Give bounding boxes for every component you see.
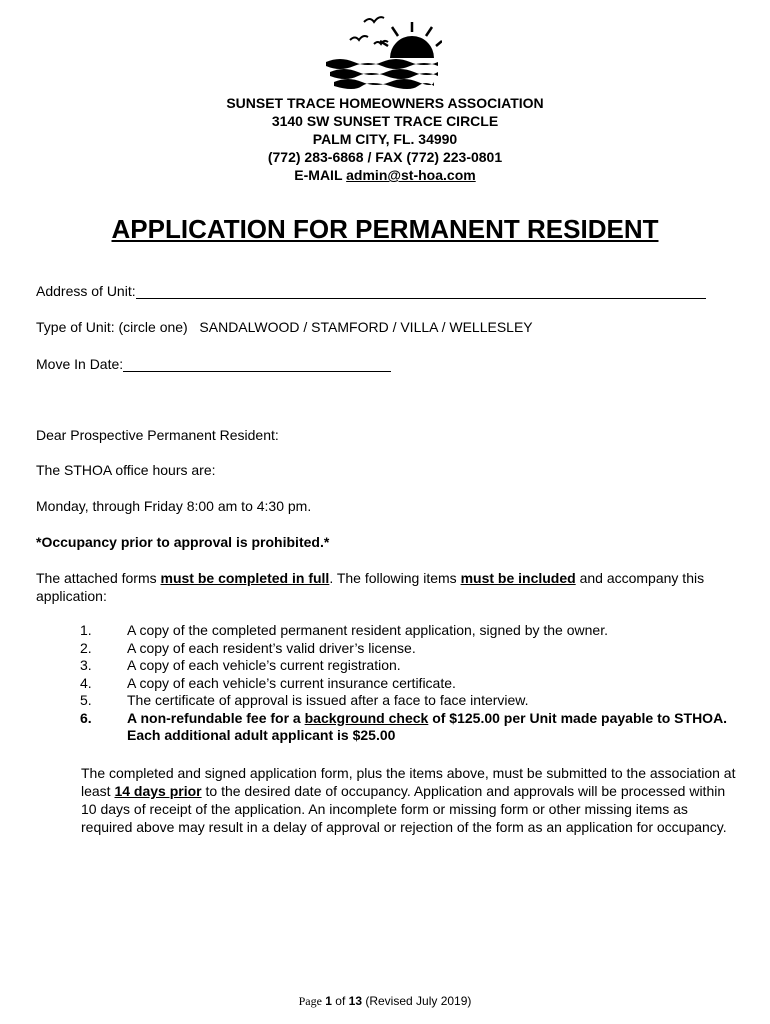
footer-page-total: 13 (348, 994, 362, 1008)
association-phone: (772) 283-6868 / FAX (772) 223-0801 (267, 149, 503, 165)
unit-type-label: Type of Unit: (circle one) (36, 319, 188, 335)
office-hours: Monday, through Friday 8:00 am to 4:30 pm. (36, 498, 312, 514)
fee-text-2: of $125.00 per Unit made payable to STHOA. Each additional adult applicant is $25.00 (127, 709, 728, 743)
forms-emphasis-2: must be included (460, 570, 576, 586)
item-number: 3. (80, 657, 92, 673)
closing-text-2: to the desired date of occupancy. Application and approvals will be processed within 10 days of receipt of the application. An incomplete form or missing form or other missing items as required above may result in a delay of approval or rejection of the form as an application for occupancy. (81, 783, 727, 835)
list-item (80, 657, 730, 675)
list-item (80, 622, 730, 640)
association-header (0, 94, 770, 184)
address-label: Address of Unit: (36, 283, 136, 299)
move-in-label: Move In Date: (36, 356, 124, 372)
fee-emphasis: background check (304, 709, 429, 726)
email-label: E-MAIL (294, 167, 343, 183)
list-item (80, 675, 730, 693)
forms-emphasis-1: must be completed in full (160, 570, 330, 586)
list-item-fee (80, 710, 730, 745)
association-name: SUNSET TRACE HOMEOWNERS ASSOCIATION (226, 95, 544, 111)
page-title: APPLICATION FOR PERMANENT RESIDENT (111, 214, 659, 244)
item-text: A copy of each vehicle’s current insurance certificate. (127, 674, 456, 691)
item-number: 4. (80, 674, 92, 691)
greeting: Dear Prospective Permanent Resident: (36, 427, 279, 443)
forms-text-2: . The following items (329, 570, 461, 586)
page-footer (0, 994, 770, 1009)
item-text: A copy of the completed permanent resident application, signed by the owner. (127, 622, 608, 638)
footer-of-word: of (335, 994, 346, 1008)
move-in-blank[interactable] (123, 357, 391, 372)
address-field-row (36, 283, 706, 299)
item-text: The certificate of approval is issued after a face to face interview. (127, 692, 529, 708)
forms-text-3: and accompany this application: (36, 570, 705, 604)
item-text: A copy of each resident’s valid driver’s license. (127, 639, 416, 656)
footer-page-number: 1 (325, 994, 332, 1008)
email-link[interactable]: admin@st-hoa.com (346, 167, 476, 183)
association-email-line (0, 166, 770, 184)
closing-text-1: The completed and signed application form, plus the items above, must be submitted to the association at least (81, 765, 736, 799)
item-number: 6. (80, 709, 92, 726)
move-in-row (36, 356, 391, 372)
unit-type-row (36, 319, 533, 335)
association-street: 3140 SW SUNSET TRACE CIRCLE (271, 113, 499, 129)
association-city: PALM CITY, FL. 34990 (312, 131, 458, 147)
footer-page-word: Page (298, 994, 322, 1008)
unit-type-options: SANDALWOOD / STAMFORD / VILLA / WELLESLEY (199, 319, 533, 335)
address-blank[interactable] (136, 284, 706, 299)
list-item (80, 692, 730, 710)
item-text (127, 710, 730, 745)
footer-revision: (Revised July 2019) (365, 994, 472, 1008)
item-text: A copy of each vehicle’s current registration. (127, 657, 401, 673)
occupancy-warning: *Occupancy prior to approval is prohibited.* (36, 534, 330, 550)
forms-text-1: The attached forms (36, 570, 161, 586)
item-number: 1. (80, 622, 92, 638)
submission-instructions (81, 764, 741, 836)
hours-intro: The STHOA office hours are: (36, 462, 216, 478)
list-item (80, 640, 730, 658)
forms-instructions (36, 569, 736, 605)
item-number: 5. (80, 692, 92, 708)
fee-text-1: A non-refundable fee for a (127, 709, 305, 726)
sun-waves-logo (322, 14, 442, 94)
closing-emphasis: 14 days prior (114, 783, 202, 799)
required-items-list (80, 622, 730, 745)
item-number: 2. (80, 639, 92, 656)
